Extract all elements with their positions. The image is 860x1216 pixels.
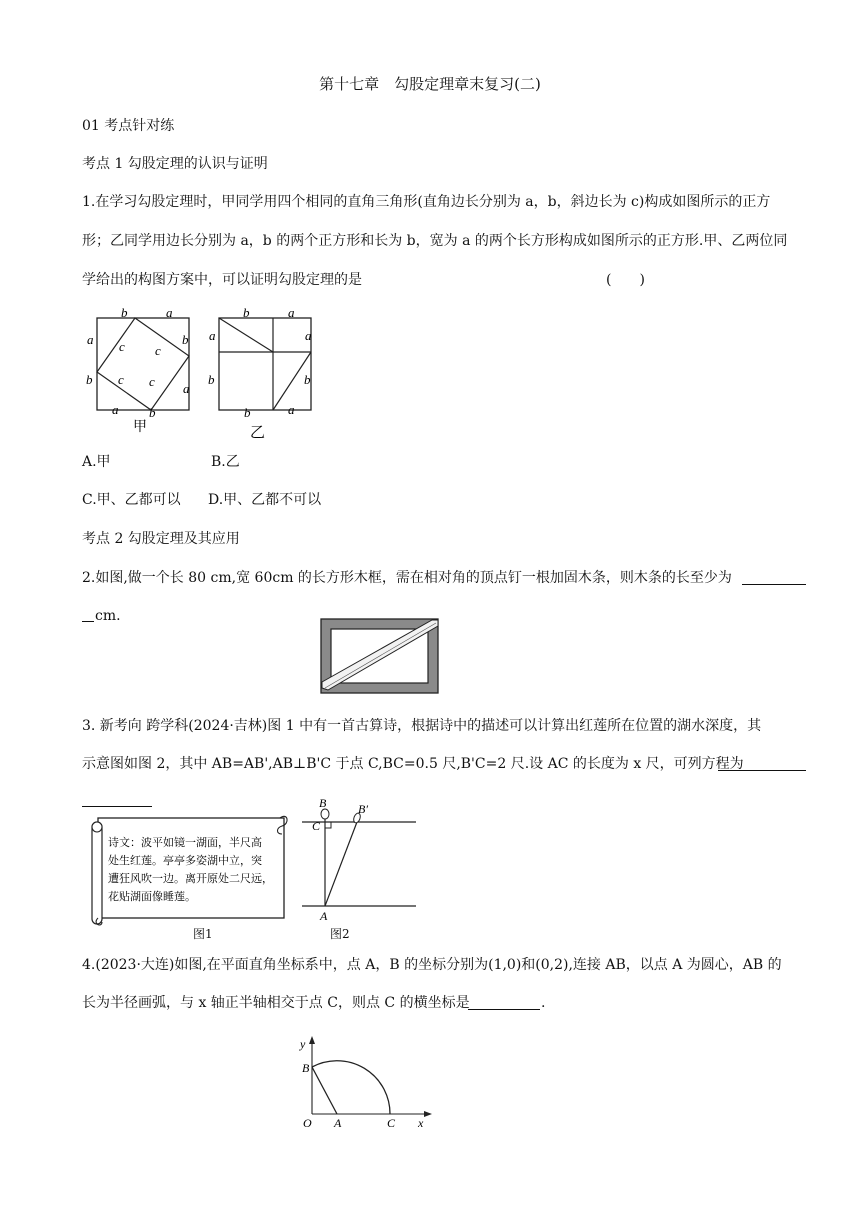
point-label-c: C <box>387 1116 396 1130</box>
topic-1-heading: 考点 1 勾股定理的认识与证明 <box>82 156 268 172</box>
origin-label-o: O <box>303 1116 312 1130</box>
q3-text-line-2: 示意图如图 2，其中 AB=AB',AB⊥B'C 于点 C,BC=0.5 尺,B'C=2 尺.设 AC 的长度为 x 尺，可列方程为 <box>82 756 744 772</box>
option-d[interactable]: D.甲、乙都不可以 <box>208 492 322 508</box>
point-label-b: B <box>302 1061 310 1075</box>
fig2-point-a: A <box>320 909 328 923</box>
axis-label-x: x <box>418 1116 424 1130</box>
figure-jia <box>80 304 200 434</box>
q1-text-line-2: 形；乙同学用边长分别为 a，b 的两个正方形和长为 b，宽为 a 的两个长方形构成如图所示的正方形.甲、乙两位同 <box>82 233 788 249</box>
page-title: 第十七章 勾股定理章末复习(二) <box>319 75 541 93</box>
jia-label-c3: c <box>118 372 124 387</box>
figure-wooden-frame <box>320 618 440 694</box>
figure-yi-caption: 乙 <box>250 425 266 441</box>
yi-label-top-a: a <box>288 305 295 320</box>
q1-text-line-3: 学给出的构图方案中，可以证明勾股定理的是 <box>82 272 362 288</box>
yi-label-top-b: b <box>243 305 250 320</box>
q4-text-line-2: 长为半径画弧，与 x 轴正半轴相交于点 C，则点 C 的横坐标是 <box>82 995 470 1011</box>
figure-2-caption: 图2 <box>330 927 350 941</box>
jia-label-c2: c <box>155 343 161 358</box>
q2-unit: cm. <box>95 608 121 624</box>
figure-coordinate-system <box>296 1034 446 1134</box>
jia-label-c1: c <box>119 339 125 354</box>
jia-label-top-a: a <box>166 305 173 320</box>
q4-period: . <box>541 995 546 1011</box>
jia-label-right-b: b <box>182 332 189 347</box>
jia-label-bottom-a: a <box>112 402 119 417</box>
fig2-point-b: B <box>319 796 327 810</box>
figure-jia-caption: 甲 <box>133 420 147 435</box>
figure-1-caption: 图1 <box>193 927 213 941</box>
yi-label-right-a: a <box>305 328 312 343</box>
q1-text-line-1: 1.在学习勾股定理时，甲同学用四个相同的直角三角形(直角边长分别为 a，b，斜边长为 c)构成如图所示的正方 <box>82 194 771 210</box>
q1-answer-paren: ( ) <box>606 272 645 288</box>
figure-2-lotus-diagram <box>298 796 428 921</box>
q2-answer-blank-part1[interactable] <box>742 570 806 585</box>
poem-line-3: 遭狂风吹一边。离开原处二尺远， <box>108 873 273 885</box>
jia-label-c4: c <box>149 374 155 389</box>
poem-line-1: 诗文：波平如镜一湖面，半尺高 <box>108 837 262 849</box>
yi-label-left-a: a <box>209 328 216 343</box>
jia-label-bottom-b: b <box>149 405 156 420</box>
section-heading: 01 考点针对练 <box>82 118 175 134</box>
yi-label-bottom-b: b <box>244 405 251 420</box>
figure-yi <box>202 304 322 439</box>
topic-2-heading: 考点 2 勾股定理及其应用 <box>82 531 240 547</box>
q2-answer-blank-part2[interactable] <box>82 607 94 622</box>
option-b[interactable]: B.乙 <box>211 454 240 470</box>
q3-answer-blank-part2[interactable] <box>82 792 152 807</box>
q3-text-line-1: 3. 新考向 跨学科(2024·吉林)图 1 中有一首古算诗，根据诗中的描述可以计算出红莲所在位置的湖水深度，其 <box>82 718 762 734</box>
figure-1-poem-scroll <box>84 808 299 933</box>
yi-label-left-b: b <box>208 372 215 387</box>
option-c[interactable]: C.甲、乙都可以 <box>82 492 181 508</box>
poem-line-2: 处生红莲。亭亭多姿湖中立，突 <box>108 855 262 867</box>
jia-label-left-b: b <box>86 372 93 387</box>
yi-label-bottom-a: a <box>288 402 295 417</box>
q3-answer-blank-part1[interactable] <box>718 756 806 771</box>
jia-label-right-a: a <box>183 381 190 396</box>
fig2-point-c: C <box>312 819 321 833</box>
jia-label-left-a: a <box>87 332 94 347</box>
option-a[interactable]: A.甲 <box>82 454 111 470</box>
jia-label-top-b: b <box>121 305 128 320</box>
axis-label-y: y <box>300 1037 306 1051</box>
q4-text-line-1: 4.(2023·大连)如图,在平面直角坐标系中，点 A，B 的坐标分别为(1,0)和(0,2),连接 AB，以点 A 为圆心，AB 的 <box>82 957 782 973</box>
q2-text-line-1: 2.如图,做一个长 80 cm,宽 60cm 的长方形木框，需在相对角的顶点钉一根加固木条，则木条的长至少为 <box>82 570 732 586</box>
yi-label-right-b: b <box>304 372 311 387</box>
poem-line-4: 花贴湖面像睡莲。 <box>108 891 196 903</box>
point-label-a: A <box>334 1116 342 1130</box>
fig2-point-b-prime: B′ <box>358 802 368 816</box>
q4-answer-blank[interactable] <box>468 995 540 1010</box>
